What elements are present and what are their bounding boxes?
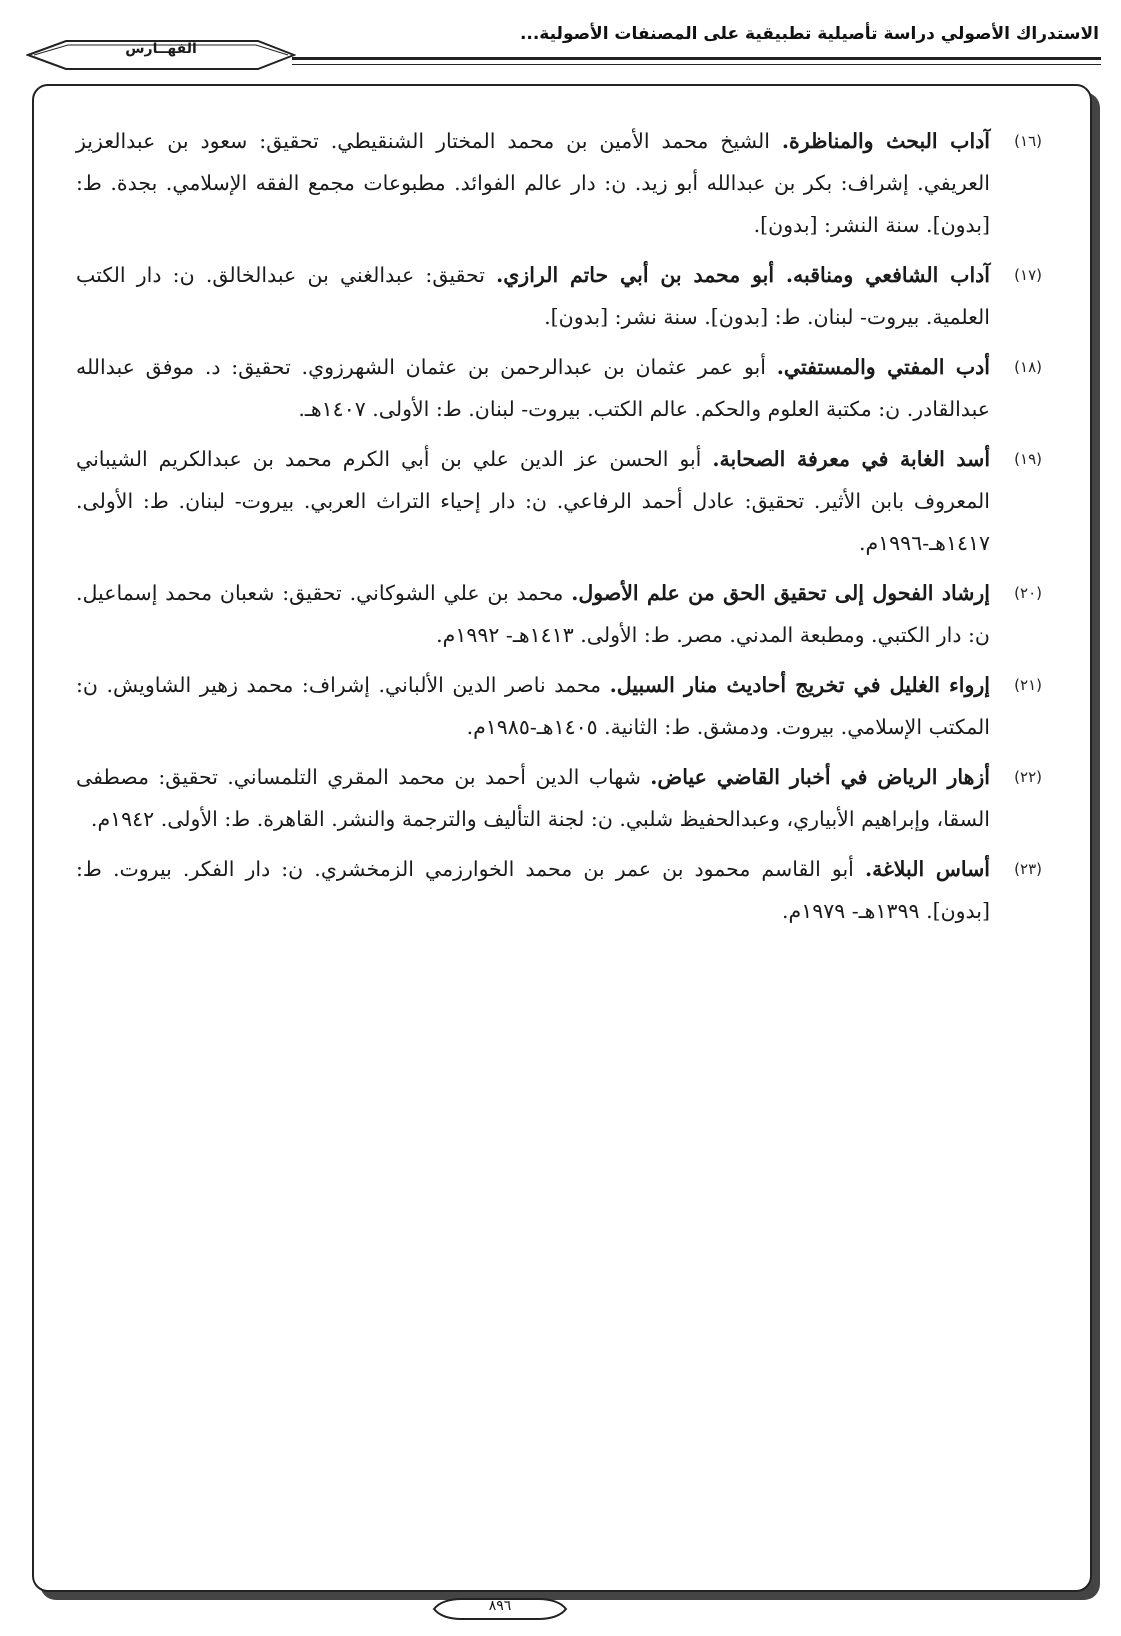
entry-details: محمد بن علي الشوكاني. تحقيق: شعبان محمد إسماعيل. ن: دار الكتبي. ومطبعة المدني. مصر. ط: الأولى. ١٤١٣هـ- ١٩٩٢م. <box>76 581 990 647</box>
entry-number: (١٧) <box>1014 266 1042 284</box>
bibliography-entry <box>76 664 1042 748</box>
entry-number: (٢٣) <box>1014 860 1042 878</box>
bibliography-entry <box>76 756 1042 840</box>
entry-title: آداب البحث والمناظرة. <box>781 129 990 153</box>
bibliography-entry <box>76 346 1042 430</box>
section-tab <box>26 38 296 72</box>
entry-title: إرواء الغليل في تخريج أحاديث منار السبيل. <box>609 673 990 697</box>
entry-details: شهاب الدين أحمد بن محمد المقري التلمساني. تحقيق: مصطفى السقا، وإبراهيم الأبياري، وعبدالحفيظ شلبي. ن: لجنة التأليف والترجمة والنشر. القاهرة. ط: الأولى. ١٩٤٢م. <box>76 765 990 831</box>
entry-details: أبو الحسن عز الدين علي بن أبي الكرم محمد بن عبدالكريم الشيباني المعروف بابن الأثير. تحقيق: عادل أحمد الرفاعي. ن: دار إحياء التراث العربي. بيروت- لبنان. ط: الأولى. ١٤١٧هـ-١٩٩٦م. <box>76 447 990 555</box>
entry-title: أدب المفتي والمستفتي. <box>776 355 991 379</box>
page-footer <box>0 1596 1121 1626</box>
bibliography-entry <box>76 438 1042 564</box>
page-number-badge <box>432 1596 568 1622</box>
bibliography-entry <box>76 572 1042 656</box>
entry-title: إرشاد الفحول إلى تحقيق الحق من علم الأصول. <box>571 581 990 605</box>
entry-number: (٢١) <box>1014 676 1042 694</box>
entry-details: تحقيق: عبدالغني بن عبدالخالق. ن: دار الكتب العلمية. بيروت- لبنان. ط: [بدون]. سنة نشر: [بدون]. <box>76 263 990 329</box>
entry-title: أساس البلاغة. <box>864 857 991 881</box>
bibliography-entry <box>76 848 1042 932</box>
book-title: الاستدراك الأصولي دراسة تأصيلية تطبيقية على المصنفات الأصولية... <box>519 24 1099 44</box>
entry-details: محمد ناصر الدين الألباني. إشراف: محمد زهير الشاويش. ن: المكتب الإسلامي. بيروت. ودمشق. ط: الثانية. ١٤٠٥هـ-١٩٨٥م. <box>76 673 990 739</box>
section-label: الفهــارس <box>125 41 197 57</box>
entry-number: (١٩) <box>1014 450 1042 468</box>
entry-number: (١٦) <box>1014 132 1042 150</box>
entry-number: (٢٠) <box>1014 584 1042 602</box>
entry-title: أزهار الرياض في أخبار القاضي عياض. <box>650 765 990 789</box>
entry-title: آداب الشافعي ومناقبه. أبو محمد بن أبي حاتم الرازي. <box>496 263 990 287</box>
bibliography-entry <box>76 120 1042 246</box>
entry-number: (١٨) <box>1014 358 1042 376</box>
entry-details: أبو القاسم محمود بن عمر بن محمد الخوارزمي الزمخشري. ن: دار الفكر. بيروت. ط: [بدون]. ١٣٩٩هـ- ١٩٧٩م. <box>76 857 990 923</box>
entry-number: (٢٢) <box>1014 768 1042 786</box>
bibliography-entry <box>76 254 1042 338</box>
entry-title: أسد الغابة في معرفة الصحابة. <box>712 447 991 471</box>
bibliography-list <box>76 120 1042 940</box>
header-rule-thick <box>292 57 1101 60</box>
page-header <box>0 0 1121 70</box>
entry-details: أبو عمر عثمان بن عبدالرحمن بن عثمان الشهرزوي. تحقيق: د. موفق عبدالله عبدالقادر. ن: مكتبة العلوم والحكم. عالم الكتب. بيروت- لبنان. ط: الأولى. ١٤٠٧هـ. <box>76 355 990 421</box>
header-rule-thin <box>292 64 1101 65</box>
page-number: ٨٩٦ <box>488 1598 512 1614</box>
entry-details: الشيخ محمد الأمين بن محمد المختار الشنقيطي. تحقيق: سعود بن عبدالعزيز العريفي. إشراف: بكر بن عبدالله أبو زيد. ن: دار عالم الفوائد. مطبوعات مجمع الفقه الإسلامي. بجدة. ط: [بدون]. سنة النشر: [بدون]. <box>76 129 990 237</box>
